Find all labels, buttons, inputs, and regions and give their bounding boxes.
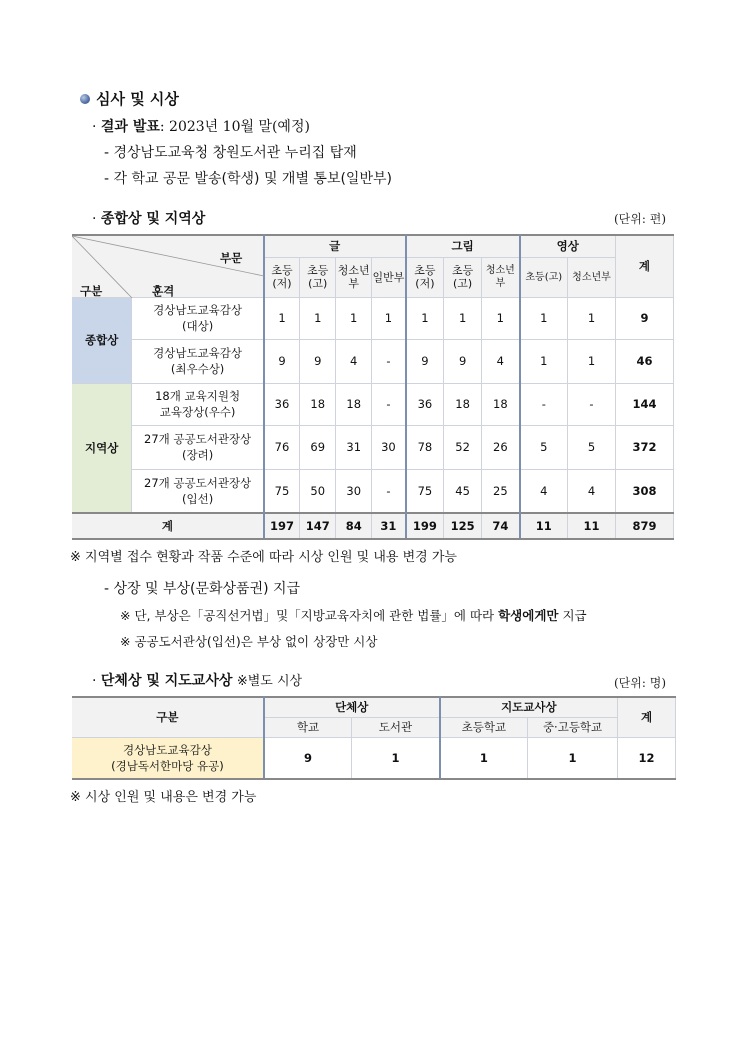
cell: 1: [568, 297, 616, 339]
cell: 18: [444, 383, 482, 425]
prize-line: - 상장 및 부상(문화상품권) 지급: [104, 581, 301, 597]
cell: 9: [406, 339, 444, 383]
cell: 1: [440, 737, 528, 779]
cell: 18: [336, 383, 372, 425]
row-name: 27개 공공도서관장상 (장려): [132, 425, 264, 469]
total-cell: 11: [520, 513, 568, 539]
cell: 50: [300, 469, 336, 513]
grand-total: 879: [615, 513, 673, 539]
cell: 18: [300, 383, 336, 425]
table-row: [72, 425, 674, 469]
header-corner: [72, 235, 264, 297]
prize-note-1-pre: ※ 단, 부상은「공직선거법」및「지방교육자치에 관한 법률」에 따라: [120, 608, 499, 623]
cell: 1: [336, 297, 372, 339]
total-cell: 11: [568, 513, 616, 539]
category-overall: 종합상: [72, 297, 132, 383]
result-item-2: - 각 학교 공문 발송(학생) 및 개별 통보(일반부): [104, 171, 392, 187]
group-geul: 글: [264, 235, 406, 257]
cell: 1: [528, 737, 618, 779]
awards2-header-gubun: 구분: [72, 697, 264, 737]
total-cell: 197: [264, 513, 300, 539]
total-label: 계: [72, 513, 264, 539]
table-row: [72, 469, 674, 513]
group-geurim: 그림: [406, 235, 520, 257]
table-row: [72, 383, 674, 425]
cell: -: [372, 339, 406, 383]
cell: 30: [372, 425, 406, 469]
cell: 9: [444, 339, 482, 383]
table-row: [72, 297, 674, 339]
awards2-title: 단체상 및 지도교사상: [100, 673, 233, 689]
row-name: 경상남도교육감상 (최우수상): [132, 339, 264, 383]
cell: 45: [444, 469, 482, 513]
awards1-table: [72, 234, 674, 540]
awards1-title: 종합상 및 지역상: [100, 211, 206, 227]
sub-header: 초등 (고): [300, 257, 336, 297]
awards2-row-total: 12: [618, 737, 676, 779]
cell: 1: [520, 339, 568, 383]
cell: 4: [482, 339, 520, 383]
awards2-table: [72, 696, 676, 780]
cell: 1: [300, 297, 336, 339]
prize-note-1-bold: 학생에게만: [498, 608, 559, 623]
cell: 1: [568, 339, 616, 383]
cell: -: [568, 383, 616, 425]
cell: 75: [264, 469, 300, 513]
awards1-note: ※ 지역별 접수 현황과 작품 수준에 따라 시상 인원 및 내용 변경 가능: [70, 550, 457, 565]
awards2-group-1: 단체상: [264, 697, 440, 717]
result-label: 결과 발표: [100, 119, 160, 135]
cell: 4: [520, 469, 568, 513]
row-total: 372: [615, 425, 673, 469]
cell: 9: [264, 737, 352, 779]
cell: 9: [264, 339, 300, 383]
cell: 76: [264, 425, 300, 469]
cell: 1: [352, 737, 440, 779]
cell: 1: [372, 297, 406, 339]
total-cell: 84: [336, 513, 372, 539]
cell: 36: [264, 383, 300, 425]
section-title: 심사 및 시상: [96, 90, 179, 108]
cell: 18: [482, 383, 520, 425]
row-total: 9: [615, 297, 673, 339]
cell: 78: [406, 425, 444, 469]
header-total: 계: [615, 235, 673, 297]
cell: 30: [336, 469, 372, 513]
section-heading: [80, 88, 179, 109]
sub-header: 초등 (고): [444, 257, 482, 297]
awards2-title-line: · 단체상 및 지도교사상 ※별도 시상: [92, 673, 303, 689]
cell: 1: [520, 297, 568, 339]
cell: -: [372, 469, 406, 513]
awards2-sub-header: 초등학교: [440, 717, 528, 737]
cell: 52: [444, 425, 482, 469]
sub-header: 초등 (저): [264, 257, 300, 297]
awards2-sub-header: 중·고등학교: [528, 717, 618, 737]
cell: 31: [336, 425, 372, 469]
awards2-title-note: ※별도 시상: [236, 674, 303, 689]
row-total: 144: [615, 383, 673, 425]
result-item-1: - 경상남도교육청 창원도서관 누리집 탑재: [104, 145, 357, 161]
cell: 4: [336, 339, 372, 383]
awards2-header-total: 계: [618, 697, 676, 737]
awards2-note: ※ 시상 인원 및 내용은 변경 가능: [70, 790, 257, 805]
prize-note-1: [120, 606, 587, 624]
awards2-sub-header: 도서관: [352, 717, 440, 737]
prize-note-2: ※ 공공도서관상(입선)은 부상 없이 상장만 시상: [120, 634, 378, 649]
cell: 26: [482, 425, 520, 469]
awards2-unit: (단위: 명): [614, 676, 666, 690]
header-bumun: 부문: [220, 251, 243, 265]
sub-header: 청소년부: [568, 257, 616, 297]
cell: 1: [444, 297, 482, 339]
row-total: 308: [615, 469, 673, 513]
cell: 9: [300, 339, 336, 383]
row-name: 18개 교육지원청 교육장상(우수): [132, 383, 264, 425]
sub-header: 일반부: [372, 257, 406, 297]
awards2-sub-header: 학교: [264, 717, 352, 737]
cell: 75: [406, 469, 444, 513]
result-line: · 결과 발표: 2023년 10월 말(예정): [92, 119, 310, 135]
group-yeongsang: 영상: [520, 235, 616, 257]
table-row: [72, 737, 676, 779]
row-name: 경상남도교육감상 (대상): [132, 297, 264, 339]
sub-header: 초등 (저): [406, 257, 444, 297]
total-cell: 199: [406, 513, 444, 539]
category-regional: 지역상: [72, 383, 132, 513]
awards1-title-line: · 종합상 및 지역상: [92, 211, 206, 227]
cell: -: [520, 383, 568, 425]
sub-header: 초등(고): [520, 257, 568, 297]
prize-note-1-post: 지급: [558, 608, 587, 623]
result-value: : 2023년 10월 말(예정): [159, 119, 310, 135]
sub-header: 청소년부: [482, 257, 520, 297]
header-gubun: 구분: [80, 284, 103, 298]
header-hungyeok: 훈격: [152, 284, 175, 298]
total-row: [72, 513, 674, 539]
total-cell: 31: [372, 513, 406, 539]
bullet-icon: [80, 94, 90, 104]
cell: 4: [568, 469, 616, 513]
row-total: 46: [615, 339, 673, 383]
awards2-row-name: 경상남도교육감상 (경남독서한마당 유공): [72, 737, 264, 779]
cell: 5: [520, 425, 568, 469]
cell: -: [372, 383, 406, 425]
total-cell: 147: [300, 513, 336, 539]
sub-header: 청소년 부: [336, 257, 372, 297]
cell: 1: [264, 297, 300, 339]
cell: 25: [482, 469, 520, 513]
cell: 69: [300, 425, 336, 469]
total-cell: 125: [444, 513, 482, 539]
cell: 1: [406, 297, 444, 339]
cell: 36: [406, 383, 444, 425]
awards1-unit: (단위: 편): [614, 212, 666, 226]
total-cell: 74: [482, 513, 520, 539]
awards2-group-2: 지도교사상: [440, 697, 618, 717]
cell: 1: [482, 297, 520, 339]
cell: 5: [568, 425, 616, 469]
table-row: [72, 339, 674, 383]
row-name: 27개 공공도서관장상 (입선): [132, 469, 264, 513]
